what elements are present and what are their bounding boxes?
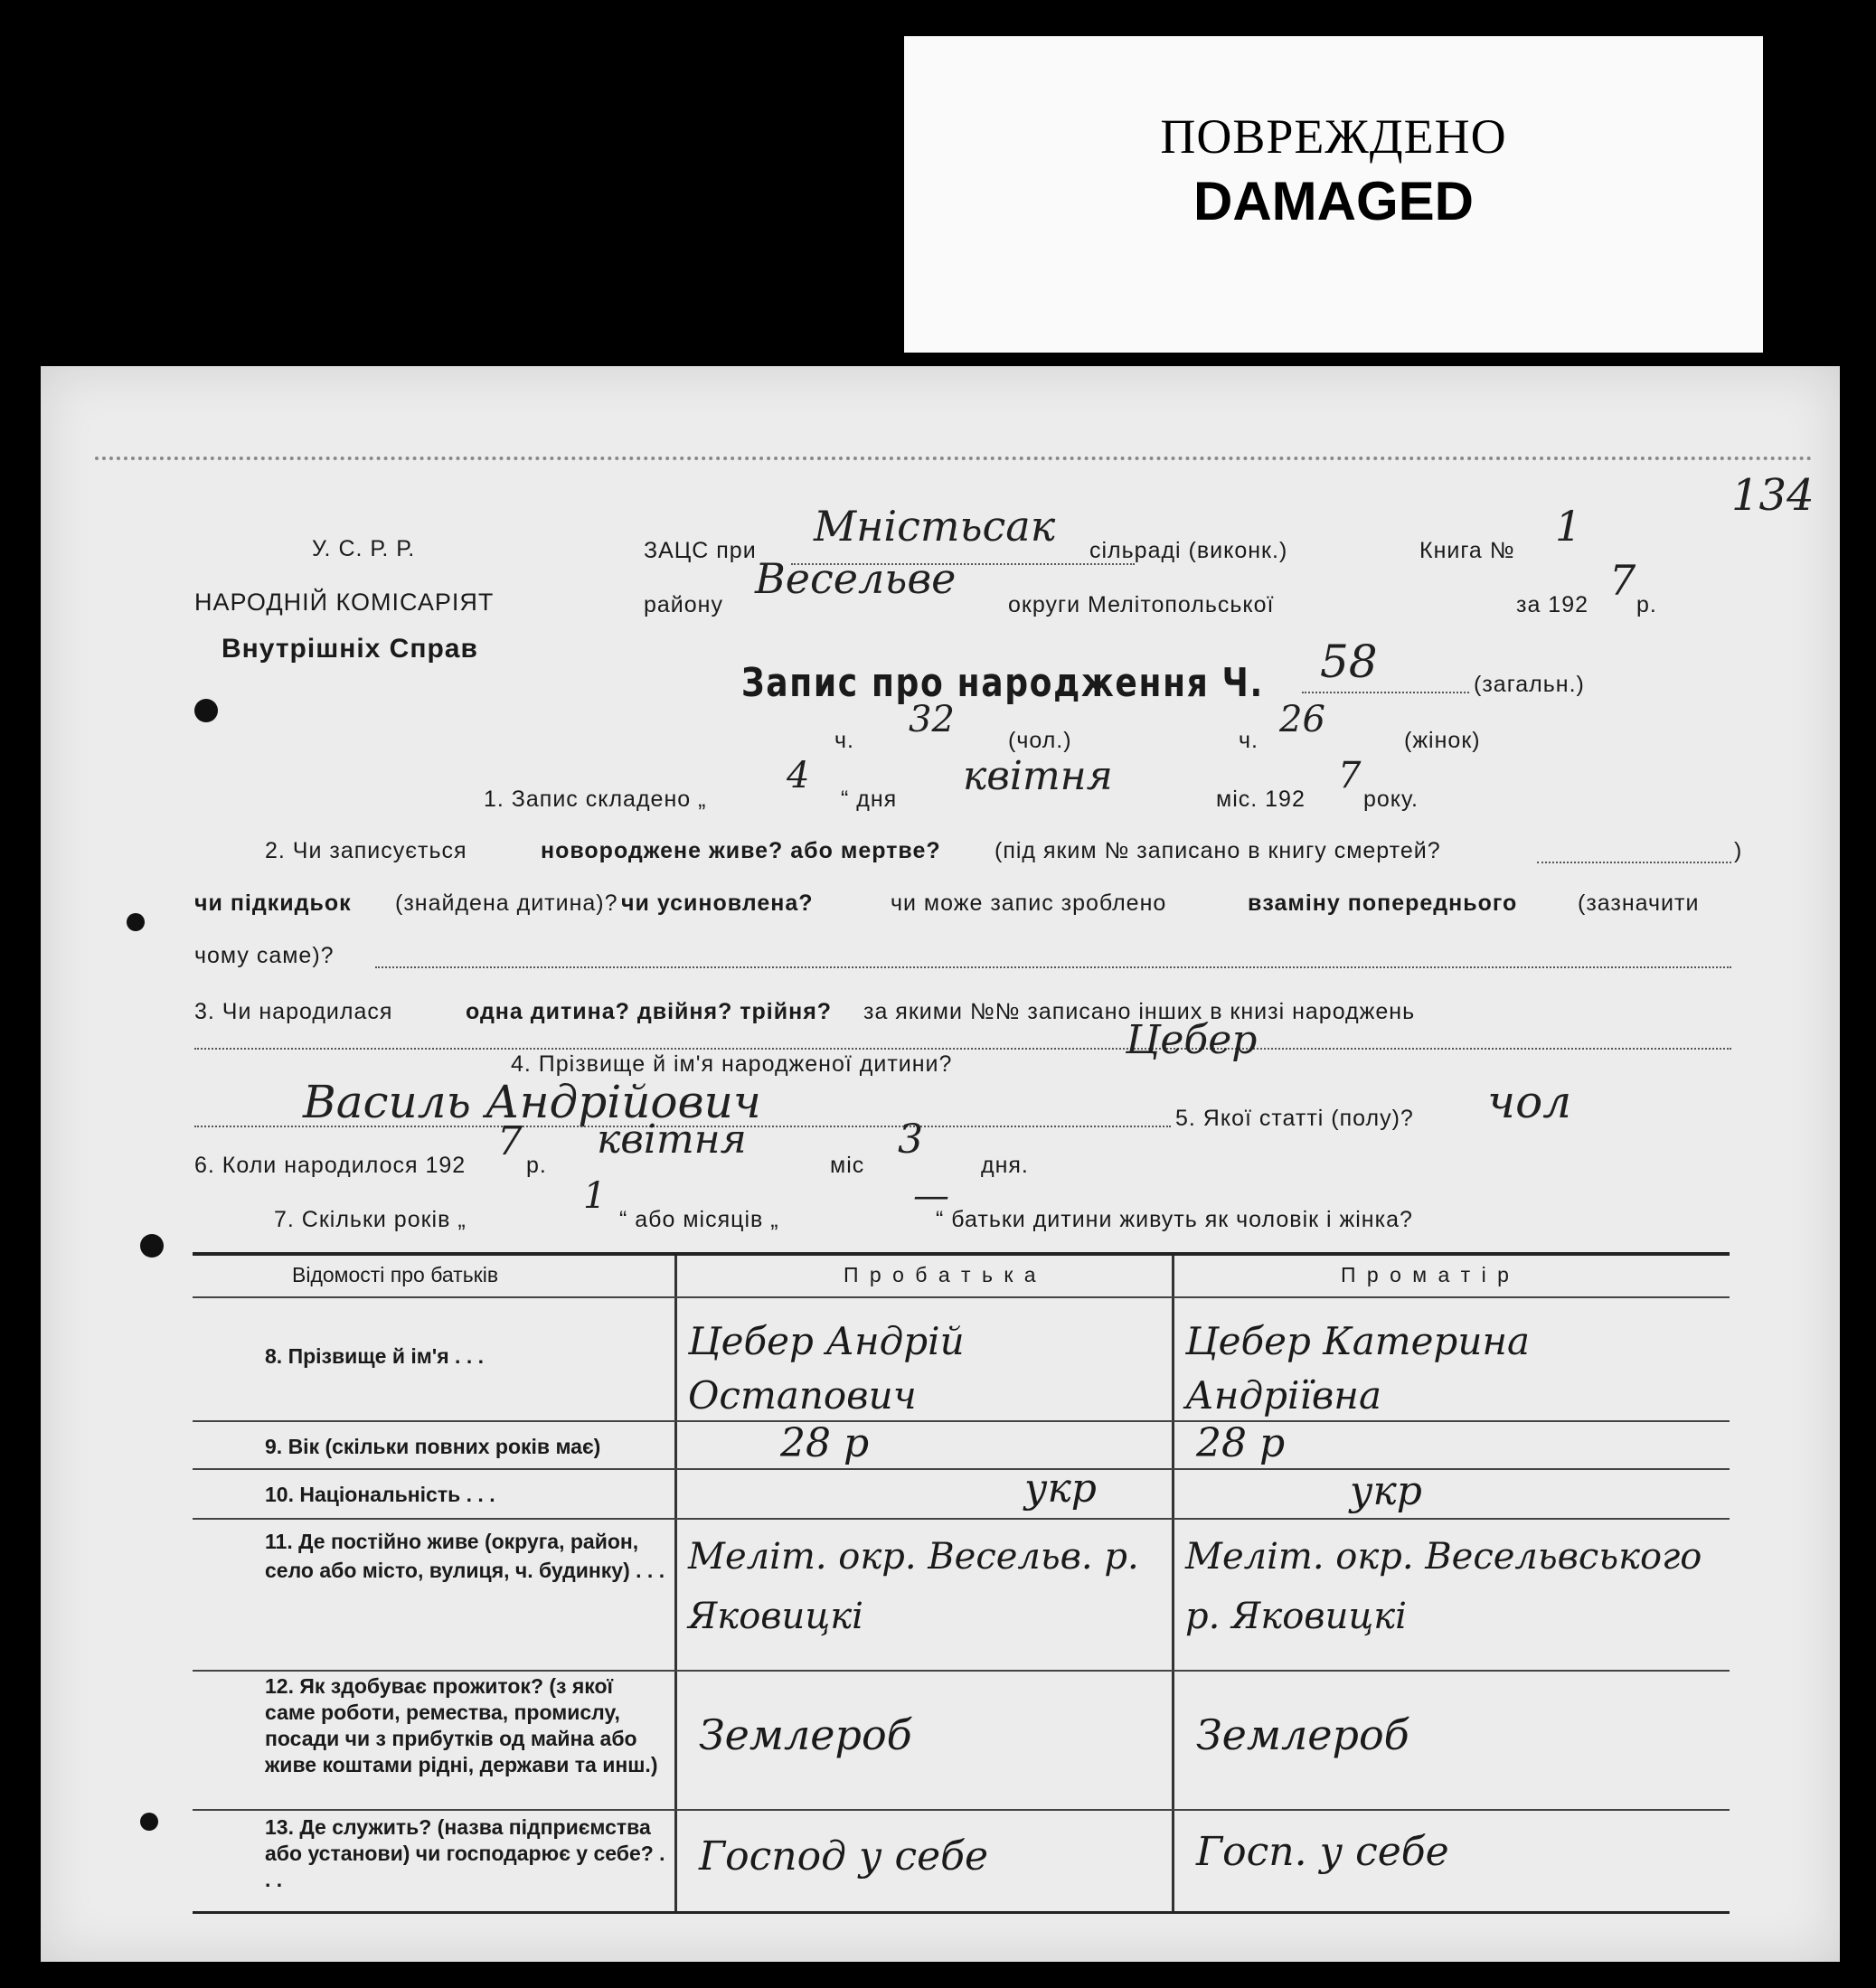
year-pre: за 192 (1516, 592, 1589, 617)
months-hw: — (913, 1175, 949, 1217)
row-label-residence: 11. Де постійно живе (округа, район, село або місто, вулиця, ч. будинку) . . . (265, 1530, 665, 1582)
record-title: Запис про народження Ч. (741, 660, 1264, 706)
q1-mid: “ дня (841, 787, 898, 812)
q3-c: за якими №№ записано інших в книзі народжень (863, 999, 1416, 1024)
q1-end: року. (1363, 787, 1419, 812)
birth-day-hw: 3 (898, 1116, 923, 1163)
row-divider (193, 1468, 1730, 1470)
perforation-line (95, 457, 1813, 460)
q1-post: міс. 192 (1216, 787, 1306, 812)
father-nationality-hw: укр (1024, 1465, 1097, 1512)
row-label-livelihood: 12. Як здобуває прожиток? (з якої саме роботи, ремества, промислу, посади чи з прибутків од майна або живе коштами рідні, держави та инш.) (265, 1674, 658, 1776)
child-surname-hw: Цебер (1126, 1017, 1258, 1063)
table-header-mother: П р о м а т і р (1341, 1263, 1512, 1286)
col-divider (1172, 1256, 1174, 1911)
q4-label: 4. Прізвище й ім'я народженої дитини? (511, 1051, 953, 1077)
row-label-age: 9. Вік (скільки повних років має) (265, 1435, 601, 1458)
q2-line2-f: (зазначити (1578, 890, 1700, 916)
mother-age-hw: 28 р (1196, 1420, 1286, 1466)
fill-line (1537, 862, 1731, 863)
archive-damaged-label (904, 36, 1763, 353)
punch-hole (127, 913, 145, 931)
fill-line (375, 966, 1731, 968)
row-label-nationality: 10. Національність . . . (265, 1483, 495, 1506)
father-livelihood-hw: Землероб (699, 1710, 912, 1759)
parents-table (193, 1252, 1730, 1914)
q2-line2-d: чи може запис зроблено (891, 890, 1167, 916)
zags-post: сільраді (виконк.) (1089, 538, 1288, 563)
punch-hole (140, 1813, 158, 1831)
raion-pre: району (644, 592, 723, 617)
punch-hole (140, 1234, 164, 1258)
q6-end: дня. (981, 1153, 1029, 1178)
zags-pre: ЗАЦС при (644, 538, 757, 563)
table-header-info: Відомості про батьків (292, 1263, 499, 1286)
q2-line1-end: ) (1734, 838, 1743, 863)
q3-b: одна дитина? двійня? трійня? (466, 999, 833, 1024)
row-label-employment: 13. Де служить? (назва підприємства або установи) чи господарює у себе? . . . (265, 1815, 665, 1891)
general-label: (загальн.) (1474, 672, 1585, 697)
q1-day-hw: 4 (787, 755, 810, 796)
q2-line1-c: (під яким № записано в книгу смертей? (995, 838, 1441, 863)
q7-mid: “ або місяців „ (619, 1207, 779, 1232)
record-number-hw: 58 (1320, 636, 1378, 688)
q2-line2-c: чи усиновлена? (621, 890, 814, 916)
q2-line2-a: чи підкидьок (194, 890, 352, 916)
year-hw: 7 (1609, 556, 1636, 605)
q7-end: “ батьки дитини живуть як чоловік і жінка? (936, 1207, 1413, 1232)
label-damaged-en: DAMAGED (1193, 171, 1474, 231)
ch-label: ч. (834, 728, 854, 753)
female-label: (жінок) (1404, 728, 1481, 753)
row-label-name: 8. Прізвище й ім'я . . . (265, 1344, 485, 1368)
male-label: (чол.) (1008, 728, 1072, 753)
birth-year-hw: 7 (497, 1118, 523, 1164)
row-divider (193, 1670, 1730, 1672)
raion-hw: Весельве (755, 554, 957, 603)
q2-line1-b: новороджене живе? або мертве? (541, 838, 941, 863)
row-divider (193, 1518, 1730, 1520)
q5-label: 5. Якої статті (полу)? (1175, 1106, 1414, 1131)
years-hw: 1 (583, 1175, 607, 1217)
okrug-label: округи Мелітопольської (1008, 592, 1275, 617)
ch-label: ч. (1239, 728, 1259, 753)
female-count-hw: 26 (1279, 699, 1325, 740)
birth-record-sheet (41, 366, 1840, 1962)
male-count-hw: 32 (909, 699, 955, 740)
father-employment-hw: Господ у себе (699, 1833, 989, 1880)
q7-pre: 7. Скільки років „ (274, 1207, 467, 1232)
q2-line2-b: (знайдена дитина)? (395, 890, 618, 916)
ussr-label: У. С. Р. Р. (312, 536, 416, 561)
father-residence-hw: Меліт. окр. Весельв. р. Яковицкі (688, 1536, 1139, 1637)
commissariat-dept: Внутрішніх Справ (222, 634, 478, 664)
book-label: Книга № (1419, 538, 1515, 563)
book-number-hw: 1 (1555, 502, 1582, 551)
q2-line1-a: 2. Чи записується (265, 838, 467, 863)
q1-year-hw: 7 (1338, 755, 1362, 796)
mother-livelihood-hw: Землероб (1196, 1710, 1409, 1759)
mother-employment-hw: Госп. у себе (1196, 1829, 1449, 1875)
row-divider (193, 1296, 1730, 1298)
page-number: 134 (1731, 470, 1815, 521)
punch-hole (194, 699, 218, 722)
mother-name-hw: Цебер Катерина Андріївна (1185, 1319, 1531, 1418)
birth-month-hw: квітня (597, 1116, 747, 1163)
village-council-hw: Мністьсак (814, 502, 1056, 551)
q6-r: р. (526, 1153, 547, 1178)
label-damaged-ru: ПОВРЕЖДЕНО (1160, 109, 1507, 164)
q1-month-hw: квітня (963, 753, 1113, 799)
q3-a: 3. Чи народилася (194, 999, 393, 1024)
father-name-hw: Цебер Андрій Остапович (688, 1319, 965, 1418)
q6-pre: 6. Коли народилося 192 (194, 1153, 467, 1178)
q2-line2-e: взаміну попереднього (1248, 890, 1518, 916)
fill-line (194, 1048, 1731, 1050)
q1-pre: 1. Запис складено „ (484, 787, 707, 812)
row-divider (193, 1809, 1730, 1811)
col-divider (674, 1256, 677, 1911)
father-age-hw: 28 р (780, 1420, 870, 1466)
commissariat-label: НАРОДНІЙ КОМІСАРІЯТ (194, 589, 495, 616)
q2-line3: чому саме)? (194, 943, 335, 968)
child-name-hw: Василь Андрійович (303, 1076, 761, 1128)
table-header-father: П р о б а т ь к а (844, 1263, 1039, 1286)
q6-mis: міс (830, 1153, 865, 1178)
child-sex-hw: чол (1487, 1076, 1572, 1128)
mother-nationality-hw: укр (1350, 1468, 1422, 1514)
year-post: р. (1636, 592, 1657, 617)
mother-residence-hw: Меліт. окр. Весельвського р. Яковицкі (1185, 1536, 1702, 1637)
fill-line (1302, 692, 1469, 693)
